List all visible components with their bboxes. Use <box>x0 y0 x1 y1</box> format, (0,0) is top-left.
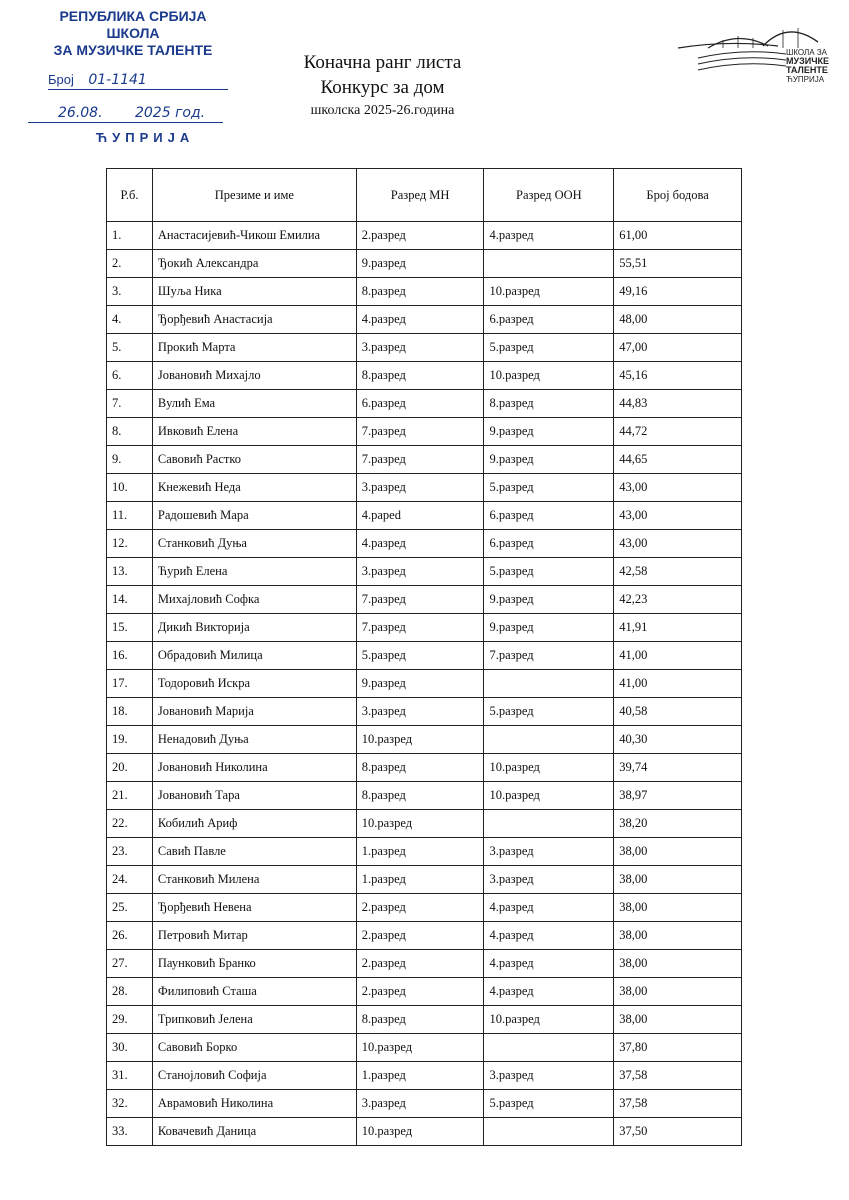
cell-rank: 1. <box>107 222 153 250</box>
cell-grade-mn: 8.разред <box>356 362 484 390</box>
stamp-number-value: 01-1141 <box>88 72 147 88</box>
cell-points: 38,00 <box>614 950 742 978</box>
table-row <box>107 1090 742 1118</box>
cell-rank: 8. <box>107 418 153 446</box>
cell-points: 37,58 <box>614 1090 742 1118</box>
cell-grade-oon <box>484 670 614 698</box>
registration-stamp <box>28 8 238 145</box>
cell-name: Прокић Марта <box>152 334 356 362</box>
table-row <box>107 726 742 754</box>
table-row <box>107 978 742 1006</box>
cell-grade-oon: 6.разред <box>484 306 614 334</box>
cell-points: 55,51 <box>614 250 742 278</box>
cell-rank: 12. <box>107 530 153 558</box>
cell-rank: 19. <box>107 726 153 754</box>
cell-name: Анастасијевић-Чикош Емилиа <box>152 222 356 250</box>
cell-grade-mn: 1.разред <box>356 838 484 866</box>
table-row <box>107 530 742 558</box>
cell-rank: 15. <box>107 614 153 642</box>
logo-line-1: ШКОЛА ЗА <box>786 48 828 57</box>
cell-grade-oon: 3.разред <box>484 838 614 866</box>
cell-name: Трипковић Јелена <box>152 1006 356 1034</box>
cell-name: Јовановић Николина <box>152 754 356 782</box>
cell-name: Ђокић Александра <box>152 250 356 278</box>
cell-points: 41,00 <box>614 642 742 670</box>
table-row <box>107 950 742 978</box>
cell-rank: 18. <box>107 698 153 726</box>
cell-name: Савић Павле <box>152 838 356 866</box>
cell-grade-mn: 8.разред <box>356 278 484 306</box>
cell-rank: 33. <box>107 1118 153 1146</box>
cell-points: 40,30 <box>614 726 742 754</box>
cell-points: 43,00 <box>614 530 742 558</box>
cell-name: Станковић Дуња <box>152 530 356 558</box>
cell-name: Михајловић Софка <box>152 586 356 614</box>
cell-name: Јовановић Тара <box>152 782 356 810</box>
cell-rank: 30. <box>107 1034 153 1062</box>
cell-grade-mn: 2.разред <box>356 950 484 978</box>
cell-rank: 24. <box>107 866 153 894</box>
cell-grade-mn: 10.разред <box>356 1118 484 1146</box>
header-points: Број бодова <box>614 169 742 222</box>
table-row <box>107 614 742 642</box>
cell-grade-oon: 5.разред <box>484 474 614 502</box>
cell-rank: 22. <box>107 810 153 838</box>
cell-name: Кнежевић Неда <box>152 474 356 502</box>
cell-rank: 9. <box>107 446 153 474</box>
cell-rank: 5. <box>107 334 153 362</box>
cell-name: Станковић Милена <box>152 866 356 894</box>
cell-points: 37,80 <box>614 1034 742 1062</box>
table-row <box>107 922 742 950</box>
stamp-date-year: 2025 <box>134 105 171 121</box>
stamp-number-label: Број <box>48 72 74 87</box>
cell-name: Ђорђевић Невена <box>152 894 356 922</box>
cell-points: 37,58 <box>614 1062 742 1090</box>
cell-rank: 11. <box>107 502 153 530</box>
cell-name: Савовић Борко <box>152 1034 356 1062</box>
stamp-date-row <box>28 104 223 123</box>
header-rank: Р.б. <box>107 169 153 222</box>
cell-grade-oon: 9.разред <box>484 446 614 474</box>
cell-grade-mn: 4.разред <box>356 306 484 334</box>
cell-rank: 6. <box>107 362 153 390</box>
cell-rank: 14. <box>107 586 153 614</box>
cell-rank: 16. <box>107 642 153 670</box>
cell-grade-oon <box>484 810 614 838</box>
cell-grade-mn: 10.разред <box>356 1034 484 1062</box>
cell-grade-oon: 9.разред <box>484 586 614 614</box>
cell-grade-oon <box>484 250 614 278</box>
cell-grade-mn: 4.разред <box>356 530 484 558</box>
table-row <box>107 782 742 810</box>
cell-rank: 3. <box>107 278 153 306</box>
cell-points: 39,74 <box>614 754 742 782</box>
cell-grade-oon: 4.разред <box>484 978 614 1006</box>
table-row <box>107 474 742 502</box>
cell-points: 38,20 <box>614 810 742 838</box>
cell-grade-mn: 1.разред <box>356 1062 484 1090</box>
cell-name: Ковачевић Даница <box>152 1118 356 1146</box>
cell-grade-oon: 5.разред <box>484 558 614 586</box>
ranking-table <box>106 168 742 1146</box>
cell-points: 44,72 <box>614 418 742 446</box>
table-row <box>107 390 742 418</box>
cell-rank: 26. <box>107 922 153 950</box>
cell-grade-mn: 3.разред <box>356 698 484 726</box>
cell-grade-mn: 10.разред <box>356 726 484 754</box>
cell-grade-mn: 7.разред <box>356 614 484 642</box>
cell-name: Петровић Митар <box>152 922 356 950</box>
stamp-date-day: 26.08. <box>58 105 103 121</box>
cell-name: Јовановић Михајло <box>152 362 356 390</box>
table-row <box>107 894 742 922</box>
cell-grade-oon: 5.разред <box>484 334 614 362</box>
cell-grade-mn: 2.разред <box>356 922 484 950</box>
cell-grade-mn: 7.разред <box>356 586 484 614</box>
cell-grade-mn: 9.разред <box>356 670 484 698</box>
cell-grade-oon: 4.разред <box>484 894 614 922</box>
cell-name: Радошевић Мара <box>152 502 356 530</box>
table-row <box>107 586 742 614</box>
table-body <box>107 222 742 1146</box>
cell-name: Ненадовић Дуња <box>152 726 356 754</box>
cell-name: Дикић Викторија <box>152 614 356 642</box>
table-row <box>107 670 742 698</box>
table-row <box>107 866 742 894</box>
cell-name: Савовић Растко <box>152 446 356 474</box>
table-row <box>107 1118 742 1146</box>
document-header <box>240 50 525 122</box>
table-row <box>107 362 742 390</box>
stamp-number-row <box>48 71 228 90</box>
cell-rank: 4. <box>107 306 153 334</box>
cell-points: 38,00 <box>614 866 742 894</box>
document-subtitle: Конкурс за дом <box>320 77 445 98</box>
cell-points: 38,00 <box>614 894 742 922</box>
cell-rank: 28. <box>107 978 153 1006</box>
cell-grade-mn: 1.разред <box>356 866 484 894</box>
stamp-line-school: ШКОЛА <box>106 25 160 41</box>
cell-grade-mn: 4.рарed <box>356 502 484 530</box>
cell-grade-mn: 2.разред <box>356 894 484 922</box>
cell-grade-oon <box>484 1034 614 1062</box>
cell-points: 37,50 <box>614 1118 742 1146</box>
cell-grade-oon: 10.разред <box>484 362 614 390</box>
cell-points: 44,83 <box>614 390 742 418</box>
cell-points: 49,16 <box>614 278 742 306</box>
cell-points: 38,00 <box>614 922 742 950</box>
cell-points: 38,97 <box>614 782 742 810</box>
cell-grade-oon: 10.разред <box>484 1006 614 1034</box>
cell-grade-mn: 3.разред <box>356 474 484 502</box>
cell-points: 38,00 <box>614 838 742 866</box>
cell-rank: 21. <box>107 782 153 810</box>
cell-points: 41,00 <box>614 670 742 698</box>
logo-line-2: МУЗИЧКЕ <box>786 56 830 66</box>
cell-rank: 31. <box>107 1062 153 1090</box>
table-row <box>107 418 742 446</box>
cell-grade-mn: 7.разред <box>356 418 484 446</box>
table-row <box>107 250 742 278</box>
table-row <box>107 334 742 362</box>
table-row <box>107 446 742 474</box>
cell-grade-oon: 6.разред <box>484 530 614 558</box>
table-row <box>107 306 742 334</box>
table-header-row <box>107 169 742 222</box>
header-grade-oon: Разред ООН <box>484 169 614 222</box>
cell-points: 42,58 <box>614 558 742 586</box>
table-row <box>107 698 742 726</box>
table-row <box>107 278 742 306</box>
cell-grade-mn: 3.разред <box>356 558 484 586</box>
table-row <box>107 754 742 782</box>
table-row <box>107 222 742 250</box>
cell-rank: 7. <box>107 390 153 418</box>
cell-grade-oon: 4.разред <box>484 950 614 978</box>
cell-grade-mn: 6.разред <box>356 390 484 418</box>
cell-rank: 32. <box>107 1090 153 1118</box>
stamp-line-school-name: ЗА МУЗИЧКЕ ТАЛЕНТЕ <box>53 42 213 58</box>
cell-grade-mn: 8.разред <box>356 754 484 782</box>
cell-points: 47,00 <box>614 334 742 362</box>
table-row <box>107 558 742 586</box>
cell-points: 43,00 <box>614 502 742 530</box>
table-row <box>107 1006 742 1034</box>
cell-points: 38,00 <box>614 978 742 1006</box>
cell-rank: 25. <box>107 894 153 922</box>
cell-grade-oon: 5.разред <box>484 698 614 726</box>
cell-name: Ћурић Елена <box>152 558 356 586</box>
cell-points: 48,00 <box>614 306 742 334</box>
document-title: Коначна ранг листа <box>303 52 462 73</box>
logo-text <box>786 48 846 84</box>
cell-grade-mn: 8.разред <box>356 1006 484 1034</box>
cell-grade-oon: 7.разред <box>484 642 614 670</box>
cell-name: Паунковић Бранко <box>152 950 356 978</box>
cell-grade-oon: 3.разред <box>484 1062 614 1090</box>
cell-rank: 23. <box>107 838 153 866</box>
cell-rank: 13. <box>107 558 153 586</box>
cell-grade-oon: 6.разред <box>484 502 614 530</box>
cell-grade-mn: 10.разред <box>356 810 484 838</box>
cell-grade-oon: 10.разред <box>484 754 614 782</box>
cell-grade-oon: 8.разред <box>484 390 614 418</box>
cell-points: 42,23 <box>614 586 742 614</box>
cell-rank: 20. <box>107 754 153 782</box>
cell-points: 41,91 <box>614 614 742 642</box>
cell-grade-oon: 9.разред <box>484 614 614 642</box>
cell-points: 45,16 <box>614 362 742 390</box>
cell-points: 38,00 <box>614 1006 742 1034</box>
cell-rank: 2. <box>107 250 153 278</box>
header-grade-mn: Разред МН <box>356 169 484 222</box>
cell-name: Кобилић Ариф <box>152 810 356 838</box>
cell-grade-oon <box>484 726 614 754</box>
cell-grade-oon: 4.разред <box>484 222 614 250</box>
cell-grade-mn: 3.разред <box>356 1090 484 1118</box>
table-row <box>107 1034 742 1062</box>
school-year: школска 2025-26.година <box>310 103 455 118</box>
cell-name: Ивковић Елена <box>152 418 356 446</box>
table-row <box>107 1062 742 1090</box>
cell-grade-mn: 9.разред <box>356 250 484 278</box>
stamp-line-republic: РЕПУБЛИКА СРБИЈА <box>59 8 207 24</box>
stamp-city: ЋУПРИЈА <box>95 130 195 145</box>
cell-grade-mn: 2.разред <box>356 222 484 250</box>
cell-points: 44,65 <box>614 446 742 474</box>
cell-grade-oon: 3.разред <box>484 866 614 894</box>
header-name: Презиме и име <box>152 169 356 222</box>
logo-line-4: ЋУПРИЈА <box>786 75 825 84</box>
cell-name: Станојловић Софија <box>152 1062 356 1090</box>
logo-line-3: ТАЛЕНТЕ <box>786 65 828 75</box>
cell-grade-oon: 10.разред <box>484 278 614 306</box>
cell-grade-mn: 8.разред <box>356 782 484 810</box>
cell-grade-oon <box>484 1118 614 1146</box>
cell-rank: 17. <box>107 670 153 698</box>
cell-grade-oon: 10.разред <box>484 782 614 810</box>
cell-grade-mn: 5.разред <box>356 642 484 670</box>
cell-name: Аврамовић Николина <box>152 1090 356 1118</box>
cell-rank: 27. <box>107 950 153 978</box>
cell-grade-oon: 4.разред <box>484 922 614 950</box>
cell-grade-mn: 2.разред <box>356 978 484 1006</box>
cell-rank: 10. <box>107 474 153 502</box>
table-row <box>107 810 742 838</box>
cell-grade-mn: 3.разред <box>356 334 484 362</box>
cell-name: Тодоровић Искра <box>152 670 356 698</box>
cell-rank: 29. <box>107 1006 153 1034</box>
table-row <box>107 502 742 530</box>
cell-name: Шуља Ника <box>152 278 356 306</box>
table-row <box>107 642 742 670</box>
cell-name: Филиповић Сташа <box>152 978 356 1006</box>
cell-name: Ђорђевић Анастасија <box>152 306 356 334</box>
table-row <box>107 838 742 866</box>
cell-name: Вулић Ема <box>152 390 356 418</box>
cell-grade-oon: 5.разред <box>484 1090 614 1118</box>
cell-grade-mn: 7.разред <box>356 446 484 474</box>
cell-grade-oon: 9.разред <box>484 418 614 446</box>
cell-points: 43,00 <box>614 474 742 502</box>
stamp-date-suffix: год. <box>175 105 206 121</box>
cell-points: 40,58 <box>614 698 742 726</box>
cell-name: Јовановић Марија <box>152 698 356 726</box>
cell-points: 61,00 <box>614 222 742 250</box>
cell-name: Обрадовић Милица <box>152 642 356 670</box>
